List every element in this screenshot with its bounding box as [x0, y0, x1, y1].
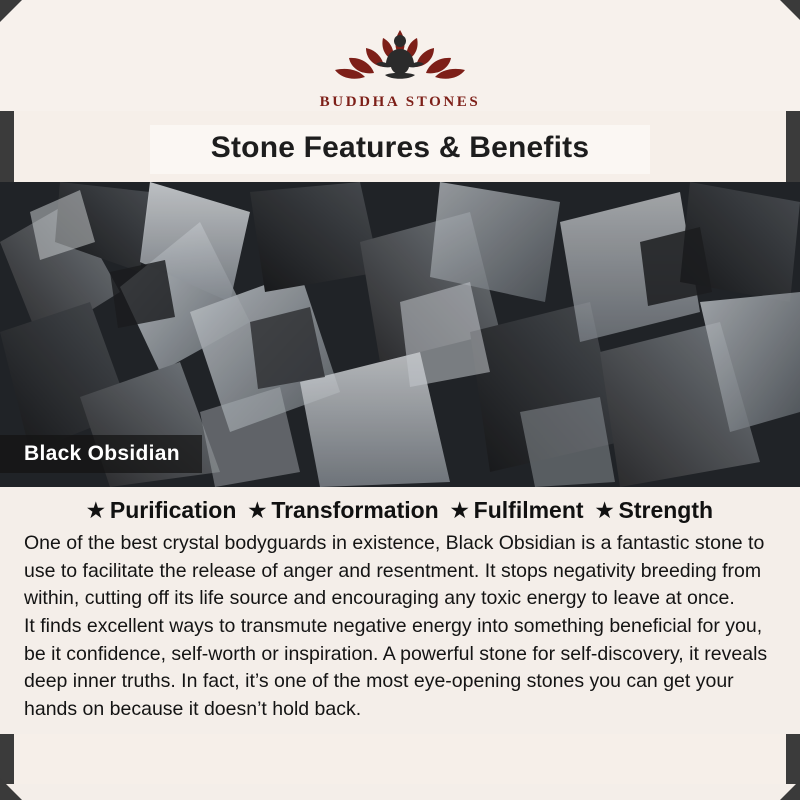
page-title: Stone Features & Benefits	[210, 131, 590, 164]
brand-logo	[320, 18, 481, 111]
description-paragraph-2: It finds excellent ways to transmute negative energy into something beneficial for you, be it confidence, self-worth or inspiration. A powerful stone for self-discovery, it reveals deep inner truths. In fact, it’s one of the most eye-opening stones you can get your hands on because it doesn’t hold back.	[24, 615, 768, 721]
benefit-label: Fulfilment	[473, 497, 584, 523]
benefit-label: Transformation	[271, 497, 439, 523]
photo-caption: Black Obsidian	[0, 435, 202, 473]
star-icon: ★	[450, 499, 469, 522]
description-block	[0, 528, 800, 734]
star-icon: ★	[248, 499, 267, 522]
star-icon: ★	[595, 499, 614, 522]
benefit-item	[596, 497, 714, 524]
corner-top-left	[0, 0, 22, 22]
description-paragraph-1: One of the best crystal bodyguards in existence, Black Obsidian is a fantastic stone to use to facilitate the release of anger and resentment. It stops negativity breeding from within, cutting off its life source and encouraging any toxic energy to leave at once.	[24, 532, 765, 610]
benefit-label: Purification	[109, 497, 237, 523]
brand-name: BUDDHA STONES	[319, 94, 481, 110]
benefit-item	[451, 497, 584, 524]
corner-bottom-left	[0, 778, 22, 800]
title-band	[150, 125, 650, 174]
lotus-meditation-icon	[325, 18, 475, 90]
bottom-filler	[0, 784, 800, 800]
corner-bottom-right	[780, 780, 800, 800]
hero-photo	[0, 182, 800, 487]
benefit-item	[248, 497, 438, 524]
benefit-label: Strength	[618, 497, 714, 523]
benefits-list	[0, 487, 800, 528]
header	[0, 0, 800, 111]
star-icon: ★	[86, 499, 105, 522]
benefit-item	[87, 497, 236, 524]
corner-top-right	[780, 0, 800, 20]
